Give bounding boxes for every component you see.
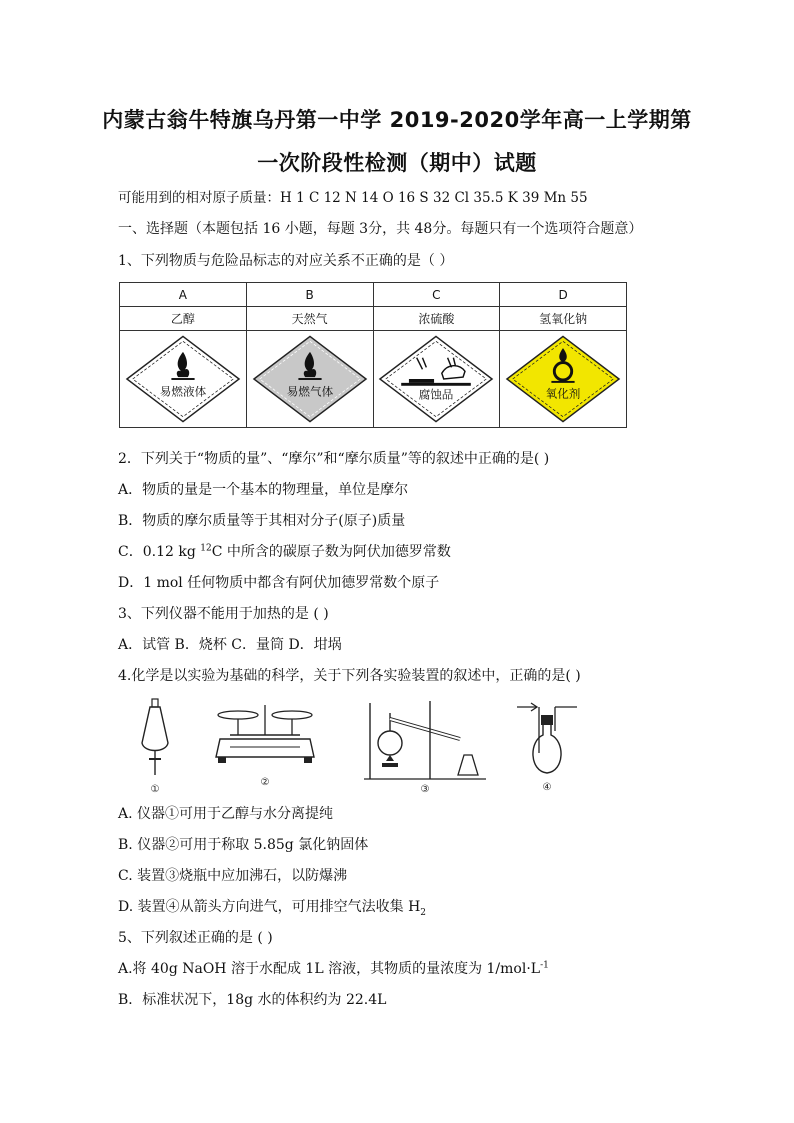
gas-collection-flask-icon (515, 695, 585, 795)
question-2-option-d: D．1 mol 任何物质中都含有阿伏加德罗常数个原子 (118, 575, 440, 591)
figure-label-2: ② (260, 777, 270, 788)
question-5-stem: 5、下列叙述正确的是 ( ) (118, 930, 273, 946)
sign-text-b: 易燃气体 (286, 384, 333, 399)
question-4-option-c: C. 装置③烧瓶中应加沸石，以防爆沸 (118, 868, 348, 884)
substance-b: 天然气 (246, 307, 373, 331)
substance-d: 氢氧化钠 (500, 307, 627, 331)
question-4-option-b: B. 仪器②可用于称取 5.85g 氯化钠固体 (118, 837, 369, 853)
question-2-option-b: B．物质的摩尔质量等于其相对分子(原子)质量 (118, 513, 406, 529)
isotope-superscript: 12 (200, 543, 212, 554)
sign-text-a: 易燃液体 (159, 384, 207, 399)
flammable-liquid-sign-icon (125, 333, 241, 425)
question-2-stem: 2．下列关于“物质的量”、“摩尔”和“摩尔质量”等的叙述中正确的是( ) (118, 451, 550, 467)
balance-scale-icon (210, 695, 320, 795)
figure-label-4: ④ (542, 782, 552, 793)
question-2-option-c (118, 541, 451, 561)
option-a-text: A.将 40g NaOH 溶于水配成 1L 溶液，其物质的量浓度为 1/mol·L (118, 961, 541, 977)
question-3-options: A．试管 B．烧杯 C．量筒 D．坩埚 (118, 637, 342, 653)
sign-cell-b (246, 331, 373, 428)
column-letter-b: B (246, 283, 373, 307)
unit-superscript: -1 (540, 960, 549, 971)
hazard-sign-table (119, 282, 627, 428)
sign-cell-c (373, 331, 500, 428)
distillation-apparatus-icon (360, 695, 490, 795)
question-4-option-d (118, 896, 426, 918)
question-4-option-a: A. 仪器①可用于乙醇与水分离提纯 (118, 806, 334, 822)
exam-title-line1: 内蒙古翁牛特旗乌丹第一中学 2019-2020学年高一上学期第 (102, 108, 692, 132)
sign-text-c: 腐蚀品 (418, 387, 454, 402)
apparatus-figures (130, 695, 600, 795)
question-2-option-a: A．物质的量是一个基本的物理量，单位是摩尔 (118, 482, 409, 498)
flammable-gas-sign-icon (252, 333, 368, 425)
figure-label-3: ③ (420, 784, 430, 795)
option-c-prefix: C．0.12 kg (118, 544, 201, 560)
column-letter-d: D (500, 283, 627, 307)
column-letter-a: A (120, 283, 247, 307)
corrosive-sign-icon (378, 333, 494, 425)
question-4-stem: 4.化学是以实验为基础的科学，关于下列各实验装置的叙述中，正确的是( ) (118, 668, 581, 684)
exam-title-line2: 一次阶段性检测（期中）试题 (257, 151, 537, 175)
atomic-mass-line: 可能用到的相对原子质量：H 1 C 12 N 14 O 16 S 32 Cl 35.5 K 39 Mn 55 (118, 190, 588, 206)
option-d-text: D. 装置④从箭头方向进气，可用排空气法收集 H (118, 899, 421, 915)
column-letter-c: C (373, 283, 500, 307)
substance-a: 乙醇 (120, 307, 247, 331)
sign-cell-d (500, 331, 627, 428)
separatory-funnel-icon (130, 695, 180, 795)
question-3-stem: 3、下列仪器不能用于加热的是 ( ) (118, 606, 329, 622)
option-c-suffix: C 中所含的碳原子数为阿伏加德罗常数 (211, 544, 451, 560)
question-1-stem: 1、下列物质与危险品标志的对应关系不正确的是（ ） (118, 253, 454, 269)
question-5-option-a (118, 958, 549, 978)
sign-text-d: 氧化剂 (545, 386, 581, 401)
question-5-option-b: B．标准状况下，18g 水的体积约为 22.4L (118, 992, 387, 1008)
figure-label-1: ① (150, 784, 160, 795)
oxidizer-sign-icon (505, 333, 621, 425)
sign-cell-a (120, 331, 247, 428)
section-heading: 一、选择题（本题包括 16 小题，每题 3分，共 48分。每题只有一个选项符合题意） (118, 221, 643, 237)
substance-c: 浓硫酸 (373, 307, 500, 331)
hydrogen-subscript: 2 (420, 907, 427, 918)
